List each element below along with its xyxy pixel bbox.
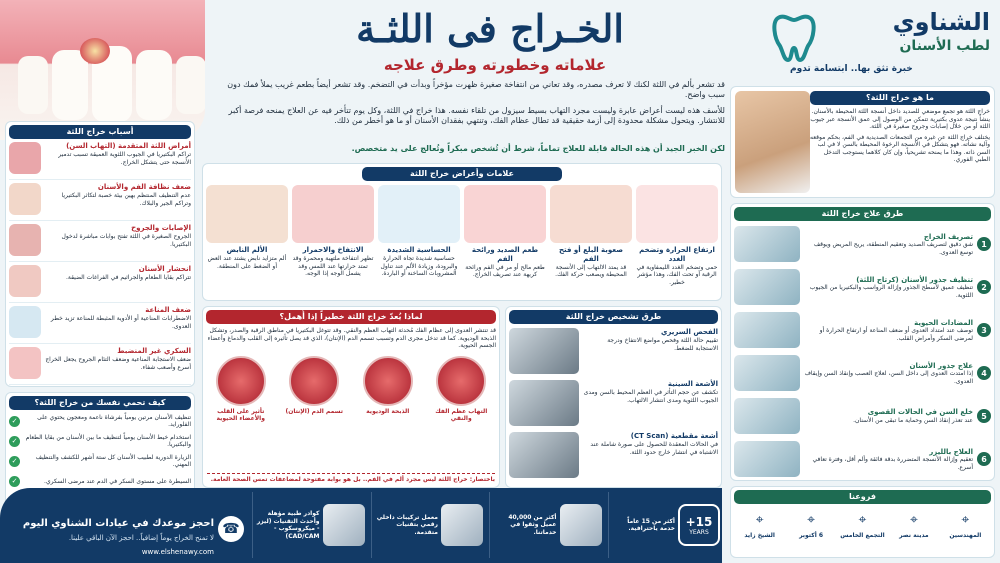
danger-label: التهاب عظم الفك والنقي <box>435 407 488 423</box>
stat-item <box>371 492 486 558</box>
location-pin-icon: ⌖ <box>858 512 867 529</box>
years-badge <box>678 504 720 546</box>
treatment-heading: المضادات الحيوية <box>914 318 973 327</box>
diagnosis-heading: أشعة مقطعية (CT Scan) <box>630 432 718 441</box>
treatment-desc: توصف عند امتداد العدوى أو ضعف المناعة أو ارتفاع الحرارة أو لمرضى السكر وأمراض القلب. <box>819 327 973 342</box>
danger-label: تأثير على القلب والأعضاء الحيوية <box>216 407 265 423</box>
cause-icon <box>9 183 41 215</box>
years-number: 15+ <box>685 514 713 529</box>
treatment-desc: تعقيم وإزالة الأنسجة المتضررة بدقة فائقة وألم أقل، وفترة تعافي أسرع. <box>812 456 973 471</box>
step-number: 6 <box>977 452 991 466</box>
years-unit: YEARS <box>689 528 709 536</box>
symptom-card <box>550 185 632 286</box>
treatment-title: طرق علاج خراج اللثة <box>734 207 991 221</box>
diagnosis-heading: الأشعة السينية <box>667 380 718 389</box>
stat-text: معمل تركيبات داخلي رقمي بتقنيات متقدمة. <box>376 513 438 536</box>
cause-heading: ضعف نظافة الفم والأسنان <box>97 183 191 192</box>
step-number: 3 <box>977 323 991 337</box>
page-title: الخـراج فى اللثـة <box>356 6 624 51</box>
cause-desc: ضعف الاستجابة المناعية وضعف التئام الجروح يجعل الخراج أسرع وأصعب شفاء. <box>45 356 191 371</box>
step-number: 5 <box>977 409 991 423</box>
protect-item <box>9 432 191 450</box>
treatment-item <box>734 224 991 264</box>
treatment-item <box>734 439 991 479</box>
symptom-heading: صعوبة البلع أو فتح الفم <box>558 246 624 264</box>
phone-icon[interactable]: ☎ <box>218 516 244 542</box>
check-icon: ✓ <box>9 456 20 467</box>
treatment-item <box>734 353 991 393</box>
intro-paragraph-1: قد تشعر بألم في اللثة لكنك لا تعرف مصدره، وقد تعاني من انتفاخة صغيرة ظهرت مؤخراً وبدأت في التضخم. وقد تشعر أيضاً بطعم غريب يملأ فمك دون سبب واضح. <box>227 80 725 100</box>
stat-image <box>560 504 602 546</box>
treatment-heading: العلاج بالليزر <box>929 447 973 456</box>
brand-slogan: خبرة تثق بها.. ابتسامة تدوم <box>790 64 913 74</box>
symptom-image <box>378 185 460 243</box>
tooth-logo-icon <box>770 12 818 62</box>
danger-circle-image <box>436 356 486 406</box>
treatment-panel <box>730 203 995 481</box>
symptoms-panel <box>202 163 722 301</box>
danger-title: لماذا يُعدّ خراج اللثة خطيراً إذا أُهمل؟ <box>206 310 496 324</box>
treatment-heading: تنظيف جذور الأسنان (كرتاج اللثة) <box>856 275 973 284</box>
symptoms-title: علامات وأعراض خراج اللثة <box>362 167 562 181</box>
cause-icon <box>9 306 41 338</box>
what-is-title: ما هو خراج اللثة؟ <box>810 91 990 105</box>
branch-name: التجمع الخامس <box>840 532 885 540</box>
stat-text: أكثر من 40,000 عميل وثقوا في خدماتنا. <box>508 513 557 536</box>
symptom-desc: ألم متزايد نابض يشتد عند العض أو الضغط على المنطقة. <box>207 255 287 270</box>
treatment-image <box>734 355 800 391</box>
treatment-desc: إذا امتدت العدوى إلى داخل السن، لعلاج العصب وإنقاذ السن وإيقاف العدوى. <box>804 370 973 385</box>
location-pin-icon: ⌖ <box>755 512 764 529</box>
symptom-card <box>206 185 288 286</box>
cause-icon <box>9 224 41 256</box>
symptom-heading: الانتفاخ والاحمرار <box>302 246 364 255</box>
danger-label: تسمم الدم (الإنتان) <box>285 407 344 415</box>
symptom-image <box>206 185 288 243</box>
diagnosis-desc: في الحالات المعقدة للحصول على صورة شاملة عند الاشتباه في انتشار خارج حدود اللثة. <box>590 441 718 456</box>
danger-item <box>427 356 497 423</box>
protect-item <box>9 452 191 470</box>
protect-text: السيطرة على مستوى السكر في الدم عند مرضى السكري. <box>44 477 191 485</box>
cause-desc: عدم التنظيف المنتظم بهين بيئة خصبة لتكاثر البكتيريا وتراكم الجير والبلاك. <box>61 192 191 207</box>
branch-item[interactable] <box>940 512 991 540</box>
cause-item <box>9 265 191 303</box>
diagnosis-panel <box>505 306 722 488</box>
symptom-desc: تظهر انتفاخة ملتهبة ومحمرة وقد تمتد حرارتها عند اللمس وقد يشمل الوجه إذا الوجه. <box>292 255 374 278</box>
symptom-card <box>464 185 546 286</box>
diagnosis-desc: تقييم حالة اللثة وفحص مواضع الانتفاخ ودرجة الاستجابة للضغط. <box>607 337 718 352</box>
symptom-image <box>464 185 546 243</box>
protect-text: تنظيف الأسنان مرتين يومياً بفرشاة ناعمة ومعجون يحتوي على الفلورايد. <box>37 413 191 429</box>
patient-photo <box>735 91 810 193</box>
danger-circle-image <box>289 356 339 406</box>
danger-circle-image <box>216 356 266 406</box>
cta-heading: احجز موعدك في عيادات الشناوي اليوم <box>22 518 214 529</box>
treatment-desc: شق دقيق لتصريف الصديد وتعقيم المنطقة، يريح المريض ويوقف توسع العدوى. <box>813 241 973 256</box>
website-link[interactable]: www.elshenawy.com <box>141 548 214 556</box>
cause-heading: أمراض اللثة المتقدمة (التهاب السن) <box>66 142 191 151</box>
symptom-card <box>636 185 718 286</box>
symptom-desc: حساسية شديدة تجاه الحرارة والبرودة، وزيادة الألم عند تناول المشروبات الساخنة أو الباردة. <box>380 255 458 278</box>
branches-title: فروعنا <box>734 490 991 504</box>
diagnosis-item <box>509 432 718 480</box>
danger-item <box>353 356 423 423</box>
cause-desc: الاضطرابات المناعية أو الأدوية المثبطة للمناعة تزيد خطر العدوى. <box>50 315 191 330</box>
check-icon: ✓ <box>9 416 20 427</box>
protect-text: استخدام خيط الأسنان يومياً لتنظيف ما بين الأسنان من بقايا الطعام والبكتيريا. <box>25 433 191 449</box>
treatment-image <box>734 269 800 305</box>
danger-panel <box>202 306 500 488</box>
diagnosis-heading: الفحص السريري <box>660 328 718 337</box>
symptom-heading: الألم النابض <box>226 246 268 255</box>
branch-name: المهندسين <box>949 532 982 540</box>
cause-desc: الجروح الصغيرة في اللثة تفتح بوابات مباشرة لدخول البكتيريا. <box>61 233 191 248</box>
branch-item[interactable] <box>785 512 836 540</box>
cause-icon <box>9 347 41 379</box>
diagnosis-image <box>509 380 579 426</box>
branch-item[interactable] <box>837 512 888 540</box>
danger-item <box>206 356 276 423</box>
stat-text: أكثر من 15 عاماً خدمة ياحترافية. <box>627 517 675 532</box>
danger-label: الذبحة الوديوية <box>366 407 410 415</box>
symptom-desc: حمى وتضخم الغدد الليمفاوية في الرقبة أو تحت الفك، وهذا مؤشر خطير. <box>636 263 718 286</box>
causes-panel <box>5 121 195 387</box>
cause-item <box>9 142 191 180</box>
cause-heading: السكري غير المنضبط <box>117 347 191 356</box>
step-number: 4 <box>977 366 991 380</box>
intro-paragraph-3: لكن الخبر الجيد أن هذه الحالة قابلة للعلاج تماماً، شرط أن تُشخص مبكراً وتُعالج على يد متخصص. <box>351 144 725 153</box>
diagnosis-item <box>509 328 718 376</box>
cause-item <box>9 224 191 262</box>
hero-gum-photo <box>0 0 205 140</box>
treatment-heading: علاج جذور الأسنان <box>909 361 973 370</box>
what-is-p2: يختلف خراج اللثة عن غيره من التجمعات الصديدية في الفم، بحكم موقعه وآلية نشأته. فهو يتشكل في الأنسجة الرخوة المحيطة بالسن لا في لب السن ذاته. وهذا ما يمنحه تشريحياً، وإن كان كلاهما يستوجب التدخل الطبي الفوري. <box>810 133 990 164</box>
cta-desc: لا تمنح الخراج يوماً إضافياً.. احجز الآن الباقي علينا. <box>68 534 214 542</box>
danger-item <box>280 356 350 423</box>
danger-note: باختصار: خراج اللثة ليس مجرد ألم في الفم.. بل هو بوابة مفتوحة لمضاعفات تمس الصحة العامة. <box>207 473 495 484</box>
treatment-item <box>734 396 991 436</box>
symptom-image <box>550 185 632 243</box>
causes-title: أسباب خراج اللثة <box>9 125 191 139</box>
protect-title: كيف تحمي نفسك من خراج اللثة؟ <box>9 396 191 410</box>
page-subtitle: علاماته وخطورته وطرق علاجه <box>383 56 607 74</box>
step-number: 1 <box>977 237 991 251</box>
treatment-desc: عند تعذر إنقاذ السن وحماية ما تبقى من الأسنان. <box>853 417 973 425</box>
diagnosis-image <box>509 328 579 374</box>
danger-circle-image <box>363 356 413 406</box>
check-icon: ✓ <box>9 436 20 447</box>
symptom-card <box>292 185 374 286</box>
symptom-desc: طعم مالح أو مر في الفم ورائحة كريهة عند تصريف الخراج. <box>465 263 545 279</box>
stat-image <box>441 504 483 546</box>
branch-item[interactable] <box>888 512 939 540</box>
stat-image <box>323 504 365 546</box>
branch-name: مدينة نصر <box>899 532 929 540</box>
diagnosis-image <box>509 432 579 478</box>
symptom-heading: ارتفاع الحرارة وتضخم الغدد <box>639 246 715 264</box>
cause-desc: تتراكم بقايا الطعام والجراثيم في الفراغات الضيقة. <box>65 274 191 282</box>
branch-name: الشيخ زايد <box>744 532 775 540</box>
symptom-image <box>636 185 718 243</box>
cause-heading: انحشار الأسنان <box>138 265 191 274</box>
cause-icon <box>9 142 41 174</box>
symptom-desc: قد يمتد الالتهاب إلى الأنسجة المحيطة ويصعب حركة الفك. <box>555 263 627 279</box>
treatment-heading: تصريف الخراج <box>923 232 973 241</box>
treatment-desc: تنظيف عميق لأسطح الجذور وإزالة الرواسب والبكتيريا من الجيوب اللثوية. <box>809 284 973 299</box>
brand-sub: لطب الأسنان <box>899 38 990 54</box>
stat-item <box>608 492 723 558</box>
branch-item[interactable] <box>734 512 785 540</box>
cause-item <box>9 183 191 221</box>
treatment-image <box>734 441 800 477</box>
diagnosis-desc: تكشف عن حجم التأثر في العظم المحيط بالسن ومدى الجيوب اللثوية ومدى انتشار الالتهاب. <box>583 389 718 404</box>
treatment-item <box>734 267 991 307</box>
symptom-heading: طعم الصديد ورائحة الفم <box>471 246 539 264</box>
cause-icon <box>9 265 41 297</box>
protect-text: الزيارة الدورية لطبيب الأسنان كل ستة أشهر للكشف والتنظيف المهني. <box>35 453 191 469</box>
stat-item <box>252 492 367 558</box>
what-is-panel <box>730 86 995 198</box>
diagnosis-item <box>509 380 718 428</box>
diagnosis-title: طرق تشخيص خراج اللثة <box>509 310 718 324</box>
stat-item <box>489 492 604 558</box>
cause-desc: تراكم البكتيريا في الجيوب اللثوية العميقة تسبب تدمير الأنسجة حتى يتشكل الخراج. <box>58 151 191 166</box>
check-icon: ✓ <box>9 476 20 487</box>
treatment-heading: خلع السن في الحالات القصوى <box>867 408 973 417</box>
stat-text: كوادر طبية مؤهلة وأحدث التقنيات (ليزر - ميكروسكوب - CAD/CAM) <box>256 510 320 540</box>
cause-heading: الإصابات والجروح <box>131 224 191 233</box>
symptom-image <box>292 185 374 243</box>
step-number: 2 <box>977 280 991 294</box>
protect-item <box>9 412 191 430</box>
cause-item <box>9 306 191 344</box>
treatment-image <box>734 226 800 262</box>
branch-name: 6 أكتوبر <box>799 532 824 540</box>
what-is-p1: خراج اللثة هو تجمع موضعي للصديد داخل أنسجة اللثة المحيطة بالأسنان. ينشأ نتيجة عدوى بكتيرية تتمكن من الوصول إلى عمق الأنسجة عبر جيوب اللثة أو من خلال إصابات وجروح صغيرة في اللثة. <box>810 108 990 131</box>
location-pin-icon: ⌖ <box>909 512 918 529</box>
cause-item <box>9 347 191 385</box>
treatment-image <box>734 312 800 348</box>
intro-paragraph-2: للأسف هذه ليست أعراض عابرة وليست مجرد التهاب بسيط سيزول من تلقاء نفسه. هذا خراج في اللثة، وكل يوم تتأخر فيه عن العلاج يمنحه فرصة أكبر للانتشار. ويتحول مشكلة محدودة إلى أزمة حقيقية قد تطال عظام الفك، وتنتهي بفقدان الأسنان أو ما هو أخطر من ذلك. <box>228 106 725 126</box>
treatment-item <box>734 310 991 350</box>
branches-panel <box>730 486 995 558</box>
cause-heading: ضعف المناعة <box>145 306 191 315</box>
symptom-card <box>378 185 460 286</box>
treatment-image <box>734 398 800 434</box>
symptom-heading: الحساسية الشديدة <box>387 246 451 255</box>
danger-paragraph: قد تنتشر العدوى إلى عظام الفك مُحدثة التهاب العظم والنقي. وقد تتوغل البكتيريا في مناطق الرقبة والصدر، وتشكل الذبحة الوديوية. كما قد تدخل مجرى الدم وتسبب تسمم الدم (الإنتان)، الذي قد يصل تأثيره إلى القلب والدماغ وأعضاء الجسم الحيوية. <box>207 327 496 350</box>
brand-name: الشناوي <box>892 8 990 36</box>
location-pin-icon: ⌖ <box>961 512 970 529</box>
location-pin-icon: ⌖ <box>807 512 816 529</box>
